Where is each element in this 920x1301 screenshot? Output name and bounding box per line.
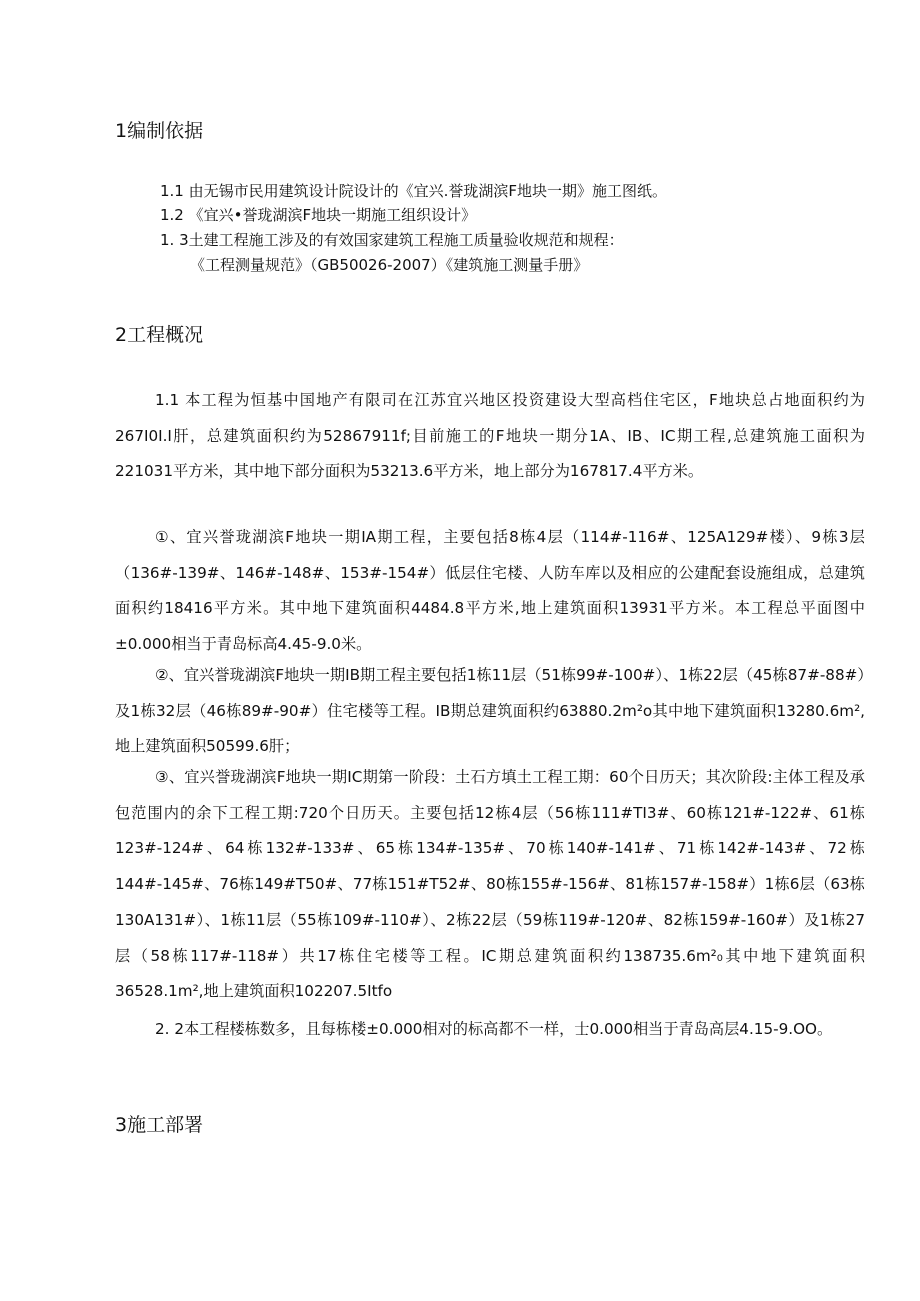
basis-item-1-3: 1. 3土建工程施工涉及的有效国家建筑工程施工质量验收规范和规程： — [160, 231, 624, 249]
basis-item-1-2: 1.2 《宜兴•誉珑湖滨F地块一期施工组织设计》 — [160, 206, 477, 224]
section-3-title: 3施工部署 — [115, 1114, 204, 1136]
basis-item-standards: 《工程测量规范》（GB50026-2007）《建筑施工测量手册》 — [190, 256, 589, 274]
overview-paragraph-ia: ①、宜兴誉珑湖滨F地块一期IA期工程，主要包括8栋4层（114#-116#、125A129#楼）、9栋3层（136#-139#、146#-148#、153#-154#）低层住宅楼、人防车库以及相应的公建配套设施组成，总建筑面积约18416平方米。其中地下建筑面积4484.8平方米,地上建筑面积13931平方米。本工程总平面图中±0.000相当于青岛标高4.45-9.0米。 — [115, 528, 865, 654]
overview-paragraph-1: 1.1 本工程为恒基中国地产有限司在江苏宜兴地区投资建设大型高档住宅区，F地块总占地面积约为267I0I.I肝，总建筑面积约为52867911f;目前施工的F地块一期分1A、IB、IC期工程,总建筑施工面积为221031平方米，其中地下部分面积为53213.6平方米，地上部分为167817.4平方米。 — [115, 391, 865, 481]
basis-item-1-1: 1.1 由无锡市民用建筑设计院设计的《宜兴.誉珑湖滨F地块一期》施工图纸。 — [160, 182, 668, 200]
overview-paragraph-ic: ③、宜兴誉珑湖滨F地块一期IC期第一阶段：土石方填土工程工期：60个日历天；其次阶段:主体工程及承包范围内的余下工程工期:720个日历天。主要包括12栋4层（56栋111#TI3#、60栋121#-122#、61栋123#-124#、64栋132#-133#、65栋134#-135#、70栋140#-141#、71栋142#-143#、72栋144#-145#、76栋149#T50#、77栋151#T52#、80栋155#-156#、81栋157#-158#）1栋6层（63栋130A131#）、1栋11层（55栋109#-110#）、2栋22层（59栋119#-120#、82栋159#-160#）及1栋27层（58栋117#-118#）共17栋住宅楼等工程。IC期总建筑面积约138735.6m²₀其中地下建筑面积36528.1m²,地上建筑面积102207.5Itfo — [115, 768, 865, 1001]
section-1-title: 1编制依据 — [115, 120, 204, 142]
overview-paragraph-2-2: 2. 2本工程楼栋数多，且每栋楼±0.000相对的标高都不一样，士0.000相当于青岛高层4.15-9.OO。 — [155, 1020, 833, 1038]
overview-paragraph-ib: ②、宜兴誉珑湖滨F地块一期IB期工程主要包括1栋11层（51栋99#-100#）、1栋22层（45栋87#-88#）及1栋32层（46栋89#-90#）住宅楼等工程。IB期总建筑面积约63880.2m²o其中地下建筑面积13280.6m²,地上建筑面积50599.6肝； — [115, 666, 865, 756]
section-2-title: 2工程概况 — [115, 324, 204, 346]
